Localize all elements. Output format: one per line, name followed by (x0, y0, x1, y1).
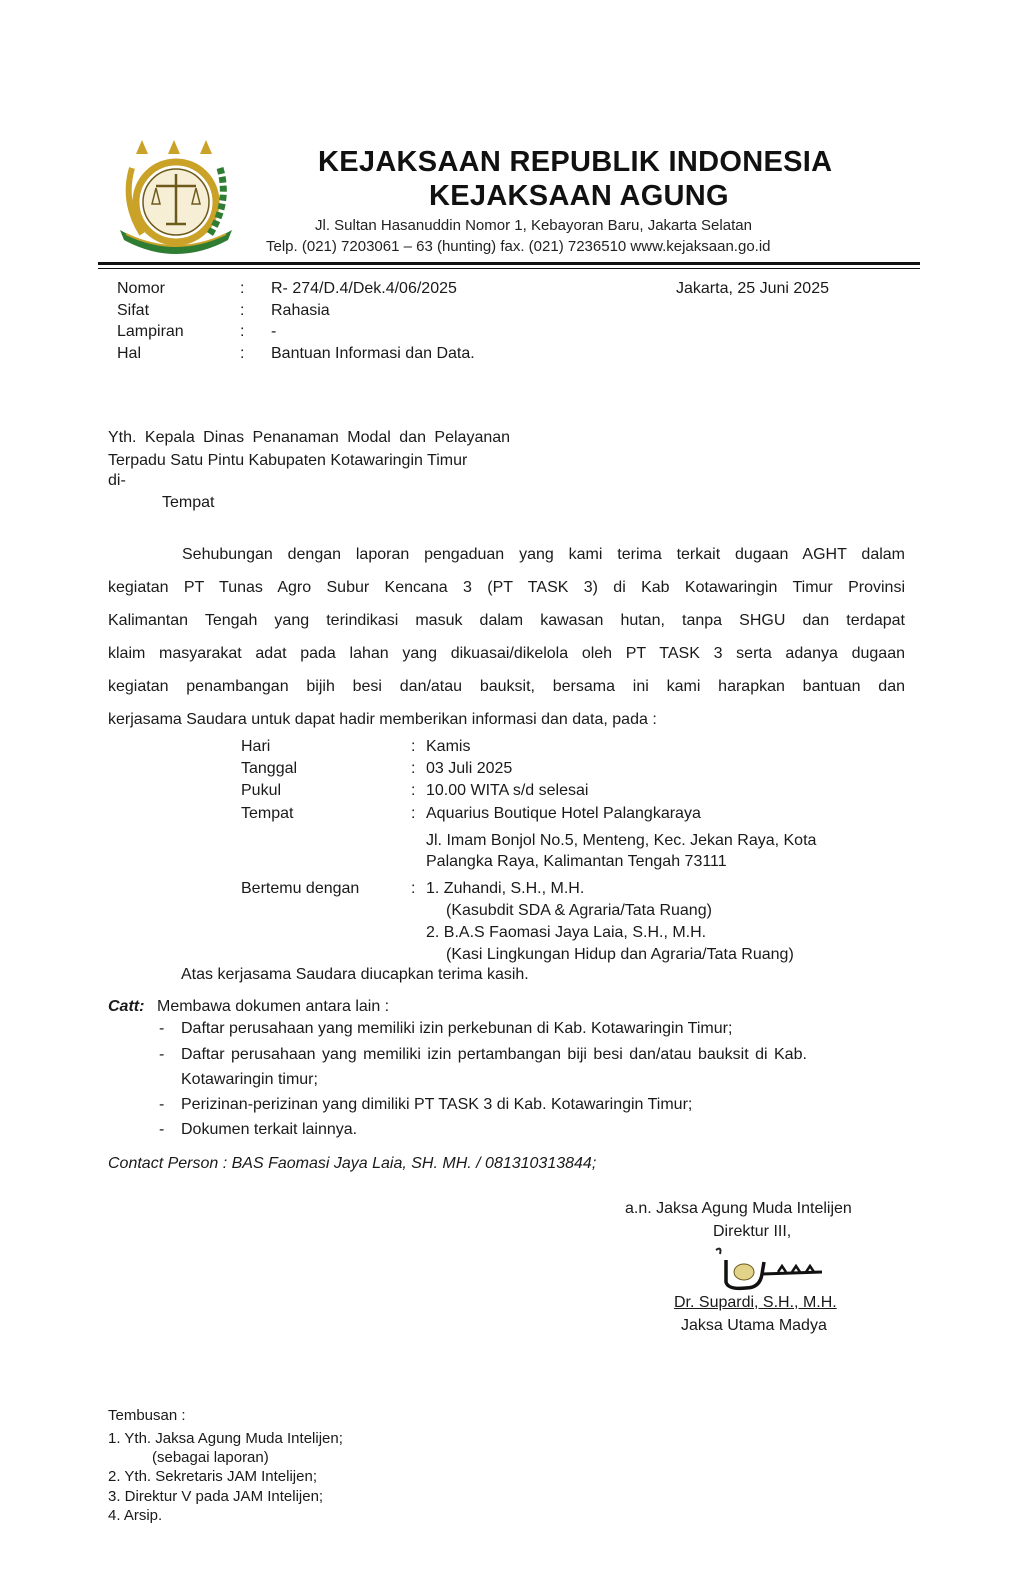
note-item: Perizinan-perizinan yang dimiliki PT TASK 3 di Kab. Kotawaringin Timur; (181, 1096, 693, 1113)
colon: : (411, 738, 416, 755)
bullet: - (159, 1046, 165, 1063)
body-line: kegiatan penambangan bijih besi dan/atau bauksit, bersama ini kami harapkan bantuan dan (108, 678, 905, 695)
field-value-sifat: Rahasia (271, 302, 330, 319)
body-line: Sehubungan dengan laporan pengaduan yang kami terima terkait dugaan AGHT dalam (182, 546, 905, 563)
tembusan-item-note: (sebagai laporan) (152, 1449, 269, 1466)
tembusan-item: 2. Yth. Sekretaris JAM Intelijen; (108, 1468, 317, 1485)
kejaksaan-emblem-icon (112, 138, 240, 260)
field-value-hal: Bantuan Informasi dan Data. (271, 345, 475, 362)
bullet: - (159, 1020, 165, 1037)
header-divider-thin (98, 268, 920, 269)
handwritten-signature-icon (708, 1244, 828, 1294)
recipient-line4: Tempat (162, 494, 215, 511)
schedule-label-bertemu: Bertemu dengan (241, 880, 360, 897)
bullet: - (159, 1096, 165, 1113)
schedule-value-pukul: 10.00 WITA s/d selesai (426, 782, 589, 799)
note-item: Daftar perusahaan yang memiliki izin perkebunan di Kab. Kotawaringin Timur; (181, 1020, 733, 1037)
colon: : (411, 782, 416, 799)
tembusan-title: Tembusan : (108, 1407, 186, 1424)
body-paragraph (108, 538, 905, 736)
field-value-lampiran: - (271, 323, 277, 340)
body-line: kegiatan PT Tunas Agro Subur Kencana 3 (PT TASK 3) di Kab Kotawaringin Timur Provinsi (108, 579, 905, 596)
signatory-rank: Jaksa Utama Madya (681, 1317, 827, 1334)
tembusan-item: 4. Arsip. (108, 1507, 163, 1524)
field-label-sifat: Sifat (117, 302, 150, 319)
schedule-person1: 1. Zuhandi, S.H., M.H. (426, 880, 585, 897)
schedule-value-hari: Kamis (426, 738, 471, 755)
signature-position: Direktur III, (713, 1223, 792, 1240)
signature-on-behalf: a.n. Jaksa Agung Muda Intelijen (625, 1200, 852, 1217)
colon: : (411, 805, 416, 822)
org-name-line2: KEJAKSAAN AGUNG (429, 180, 729, 212)
org-name-line1: KEJAKSAAN REPUBLIK INDONESIA (318, 146, 833, 178)
body-line: kerjasama Saudara untuk dapat hadir memberikan informasi dan data, pada : (108, 711, 657, 728)
colon: : (240, 345, 245, 362)
schedule-person2: 2. B.A.S Faomasi Jaya Laia, S.H., M.H. (426, 924, 707, 941)
recipient-line3: di- (108, 472, 126, 489)
field-label-lampiran: Lampiran (117, 323, 184, 340)
header-divider-thick (98, 262, 920, 265)
schedule-value-tempat: Aquarius Boutique Hotel Palangkaraya (426, 805, 701, 822)
field-value-nomor: R- 274/D.4/Dek.4/06/2025 (271, 280, 457, 297)
schedule-label-pukul: Pukul (241, 782, 282, 799)
body-line: klaim masyarakat adat pada lahan yang dikuasai/dikelola oleh PT TASK 3 serta adanya dugaan (108, 645, 905, 662)
tembusan-item: 1. Yth. Jaksa Agung Muda Intelijen; (108, 1430, 343, 1447)
note-item-continued: Kotawaringin timur; (181, 1071, 318, 1088)
schedule-label-hari: Hari (241, 738, 271, 755)
body-line: Kalimantan Tengah yang terindikasi masuk dalam kawasan hutan, tanpa SHGU dan terdapat (108, 612, 905, 629)
note-label: Catt: (108, 998, 145, 1015)
place-date: Jakarta, 25 Juni 2025 (676, 280, 829, 297)
colon: : (411, 760, 416, 777)
contact-person: Contact Person : BAS Faomasi Jaya Laia, SH. MH. / 081310313844; (108, 1155, 597, 1172)
schedule-address-line1: Jl. Imam Bonjol No.5, Menteng, Kec. Jekan Raya, Kota (426, 832, 817, 849)
note-item: Dokumen terkait lainnya. (181, 1121, 358, 1138)
note-item: Daftar perusahaan yang memiliki izin pertambangan biji besi dan/atau bauksit di Kab. (181, 1046, 807, 1063)
bullet: - (159, 1121, 165, 1138)
org-address: Jl. Sultan Hasanuddin Nomor 1, Kebayoran Baru, Jakarta Selatan (315, 217, 752, 234)
colon: : (240, 323, 245, 340)
closing-thanks: Atas kerjasama Saudara diucapkan terima kasih. (181, 966, 529, 983)
recipient-line1: Yth. Kepala Dinas Penanaman Modal dan Pelayanan (108, 429, 511, 446)
schedule-person2-role: (Kasi Lingkungan Hidup dan Agraria/Tata Ruang) (446, 946, 794, 963)
schedule-address-line2: Palangka Raya, Kalimantan Tengah 73111 (426, 853, 727, 870)
schedule-label-tanggal: Tanggal (241, 760, 298, 777)
recipient-line2: Terpadu Satu Pintu Kabupaten Kotawaringin Timur (108, 452, 468, 469)
signatory-name: Dr. Supardi, S.H., M.H. (674, 1294, 837, 1311)
org-contact: Telp. (021) 7203061 – 63 (hunting) fax. (021) 7236510 www.kejaksaan.go.id (266, 238, 771, 255)
field-label-nomor: Nomor (117, 280, 166, 297)
schedule-person1-role: (Kasubdit SDA & Agraria/Tata Ruang) (446, 902, 712, 919)
schedule-value-tanggal: 03 Juli 2025 (426, 760, 513, 777)
field-label-hal: Hal (117, 345, 142, 362)
tembusan-item: 3. Direktur V pada JAM Intelijen; (108, 1488, 324, 1505)
schedule-label-tempat: Tempat (241, 805, 294, 822)
colon: : (240, 280, 245, 297)
colon: : (411, 880, 416, 897)
note-intro: Membawa dokumen antara lain : (157, 998, 390, 1015)
colon: : (240, 302, 245, 319)
